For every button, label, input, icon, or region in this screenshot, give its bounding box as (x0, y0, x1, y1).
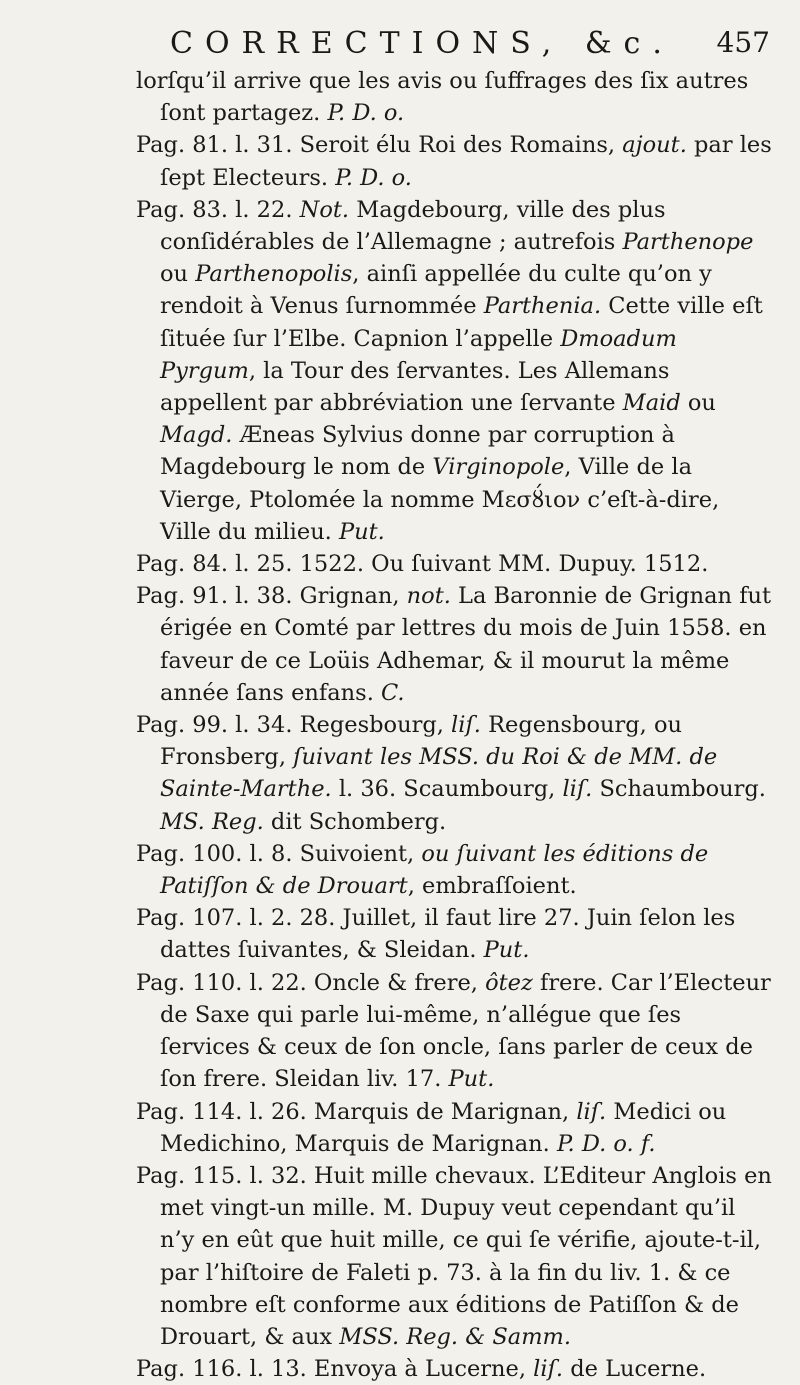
corrections-list (136, 65, 776, 1385)
correction-entry: Pag. 100. l. 8. Suivoient, ou ſuivant les éditions de Patiſſon & de Drouart, embraſſoient. (136, 840, 709, 900)
correction-entry: Pag. 99. l. 34. Regesbourg, liſ. Regensbourg, ou Fronsberg, ſuivant les MSS. du Roi & de MM. de Sainte-Marthe. l. 36. Scaumbourg, liſ. Schaumbourg. MS. Reg. dit Schomberg. (136, 712, 766, 835)
running-title: CORRECTIONS, &c. (170, 26, 674, 61)
correction-entry: Pag. 83. l. 22. Not. Magdebourg, ville des plus conſidérables de l’Allemagne ; autrefois Parthenope ou Parthenopolis, ainſi appellée du culte qu’on y rendoit à Venus ſurnommée Parthenia. Cette ville eſt ſituée ſur l’Elbe. Capnion l’appelle Dmoadum Pyrgum, la Tour des ſervantes. Les Allemans appellent par abbréviation une ſervante Maid ou Magd. Æneas Sylvius donne par corruption à Magdebourg le nom de Virginopole, Ville de la Vierge, Ptolomée la nomme Μεσȣ́ιον c’eſt-à-dire, Ville du milieu. Put. (136, 196, 763, 545)
correction-entry: Pag. 115. l. 32. Huit mille chevaux. L’Editeur Anglois en met vingt-un mille. M. Dupuy veut cependant qu’il n’y en eût que huit mille, ce qui ſe vérifie, ajoute-t-il, par l’hiſtoire de Faleti p. 73. à la fin du liv. 1. & ce nombre eſt conforme aux éditions de Patiſſon & de Drouart, & aux MSS. Reg. & Samm. (136, 1162, 772, 1350)
correction-entry: Pag. 107. l. 2. 28. Juillet, il faut lire 27. Juin ſelon les dattes ſuivantes, & Sleidan. Put. (136, 905, 736, 964)
correction-entry: Pag. 84. l. 25. 1522. Ou ſuivant MM. Dupuy. 1512. (136, 551, 709, 578)
correction-entry: lorſqu’il arrive que les avis ou ſuffrages des ſix autres ſont partagez. P. D. o. (136, 68, 749, 127)
page-header (170, 18, 770, 66)
page-number: 457 (716, 26, 770, 59)
correction-entry: Pag. 110. l. 22. Oncle & frere, ôtez frere. Car l’Electeur de Saxe qui parle lui-même, n’allégue que ſes ſervices & ceux de ſon oncle, ſans parler de ceux de ſon frere. Sleidan liv. 17. Put. (136, 969, 771, 1093)
correction-entry: Pag. 91. l. 38. Grignan, not. La Baronnie de Grignan fut érigée en Comté par lettres du mois de Juin 1558. en faveur de ce Loüis Adhemar, & il mourut la même année ſans enfans. C. (136, 583, 772, 706)
correction-entry: Pag. 116. l. 13. Envoya à Lucerne, liſ. de Lucerne. (136, 1356, 707, 1383)
correction-entry: Pag. 81. l. 31. Seroit élu Roi des Romains, ajout. par les ſept Electeurs. P. D. o. (136, 132, 772, 191)
correction-entry: Pag. 114. l. 26. Marquis de Marignan, liſ. Medici ou Medichino, Marquis de Marignan. P. D. o. f. (136, 1098, 727, 1157)
